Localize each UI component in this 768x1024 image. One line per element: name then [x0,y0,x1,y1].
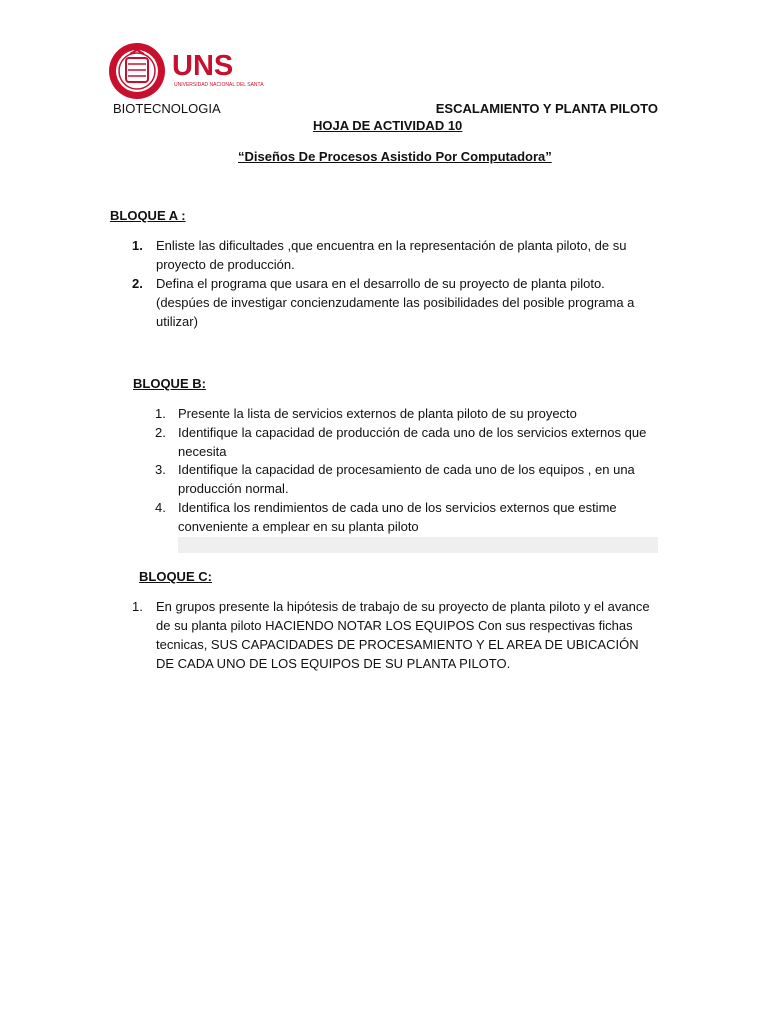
list-text: Identifique la capacidad de producción de cada uno de los servicios externos que necesita [178,425,647,459]
bloque-b-heading: BLOQUE B: [133,376,206,391]
list-number: 2. [132,276,143,291]
uns-seal-icon [108,42,264,102]
list-number: 1. [132,238,143,253]
bloque-a-heading: BLOQUE A : [110,208,186,223]
logo-text: UNS [172,50,234,82]
list-number: 2. [155,425,166,440]
list-text: Presente la lista de servicios externos de planta piloto de su proyecto [178,406,577,421]
subject-label: ESCALAMIENTO Y PLANTA PILOTO [435,101,658,116]
activity-title: HOJA DE ACTIVIDAD 10 [313,118,463,133]
list-text: Identifique la capacidad de procesamiento de cada uno de los equipos , en una producción normal. [178,462,635,496]
list-text: Defina el programa que usara en el desarrollo de su proyecto de planta piloto. (despúes de investigar concienzudamente las posibilidades del posible programa a utilizar) [156,276,635,329]
list-text: En grupos presente la hipótesis de trabajo de su proyecto de planta piloto y el avance de su planta piloto HACIENDO NOTAR LOS EQUIPOS Con sus respectivas fichas tecnicas, SUS CAPACIDADES DE PROCESAMIENTO Y EL AREA DE UBICACIÓN DE CADA UNO DE LOS EQUIPOS DE SU PLANTA PILOTO. [156,599,650,671]
university-logo [108,42,264,102]
list-number: 3. [155,462,166,477]
list-number: 1. [132,599,143,614]
shaded-blank-line [178,537,658,553]
course-label: BIOTECNOLOGIA [113,101,221,116]
list-text: Identifica los rendimientos de cada uno de los servicios externos que estime conveniente a emplear en su planta piloto [178,500,617,534]
logo-subtext: UNIVERSIDAD NACIONAL DEL SANTA [174,82,264,88]
document-subtitle: “Diseños De Procesos Asistido Por Computadora” [238,149,552,164]
list-number: 4. [155,500,166,515]
list-number: 1. [155,406,166,421]
list-text: Enliste las dificultades ,que encuentra en la representación de planta piloto, de su proyecto de producción. [156,238,627,272]
bloque-c-heading: BLOQUE C: [139,569,212,584]
